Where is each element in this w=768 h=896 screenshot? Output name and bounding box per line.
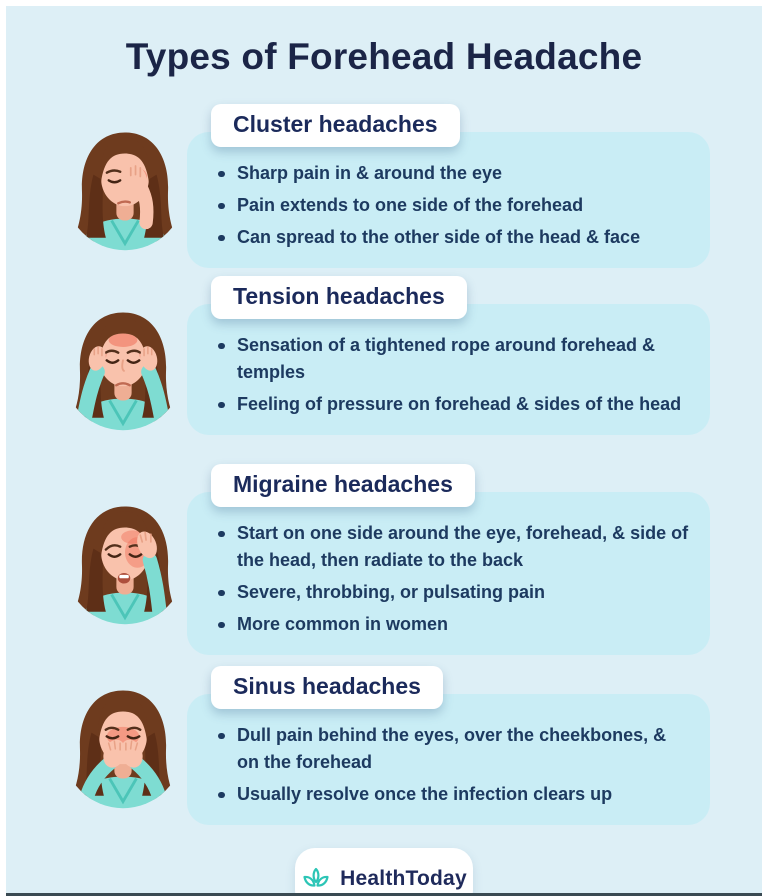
bullet-item: More common in women (215, 611, 692, 638)
bullet-list (215, 722, 692, 808)
section-body-card (187, 694, 710, 825)
bullet-list (215, 520, 692, 638)
bullet-item: Usually resolve once the infection clears up (215, 781, 692, 808)
section-tension (187, 283, 710, 435)
section-title: Cluster headaches (233, 111, 438, 137)
section-body-card (187, 304, 710, 435)
bullet-item: Dull pain behind the eyes, over the cheekbones, & on the forehead (215, 722, 692, 776)
section-cluster (187, 111, 710, 268)
bullet-item: Sharp pain in & around the eye (215, 160, 692, 187)
section-title-card (211, 666, 443, 709)
sinus-woman-illustration (56, 676, 190, 816)
section-title: Migraine headaches (233, 471, 453, 497)
bullet-item: Severe, throbbing, or pulsating pain (215, 579, 692, 606)
bullet-item: Start on one side around the eye, forehead, & side of the head, then radiate to the back (215, 520, 692, 574)
section-title: Sinus headaches (233, 673, 421, 699)
cluster-woman-illustration (58, 118, 192, 258)
bullet-item: Sensation of a tightened rope around forehead & temples (215, 332, 692, 386)
woman-covering-nose-icon (56, 676, 190, 816)
section-body-card (187, 132, 710, 268)
tension-woman-illustration (56, 298, 190, 438)
section-title-card (211, 464, 475, 507)
woman-holding-temples-icon (56, 298, 190, 438)
section-migraine (187, 471, 710, 655)
page-title: Types of Forehead Headache (125, 36, 643, 77)
bullet-item: Feeling of pressure on forehead & sides of the head (215, 391, 692, 418)
section-title-card (211, 276, 467, 319)
bullet-list (215, 160, 692, 251)
infographic-canvas (6, 6, 762, 896)
bullet-list (215, 332, 692, 418)
brand-badge (295, 848, 473, 896)
section-body-card (187, 492, 710, 655)
section-title-card (211, 104, 460, 147)
bullet-item: Can spread to the other side of the head & face (215, 224, 692, 251)
lotus-icon (301, 867, 331, 891)
woman-pressing-eye-icon (58, 118, 192, 258)
bullet-item: Pain extends to one side of the forehead (215, 192, 692, 219)
section-title: Tension headaches (233, 283, 445, 309)
brand-name: HealthToday (340, 867, 467, 890)
section-sinus (187, 673, 710, 825)
woman-hand-on-head-icon (58, 492, 192, 632)
migraine-woman-illustration (58, 492, 192, 632)
